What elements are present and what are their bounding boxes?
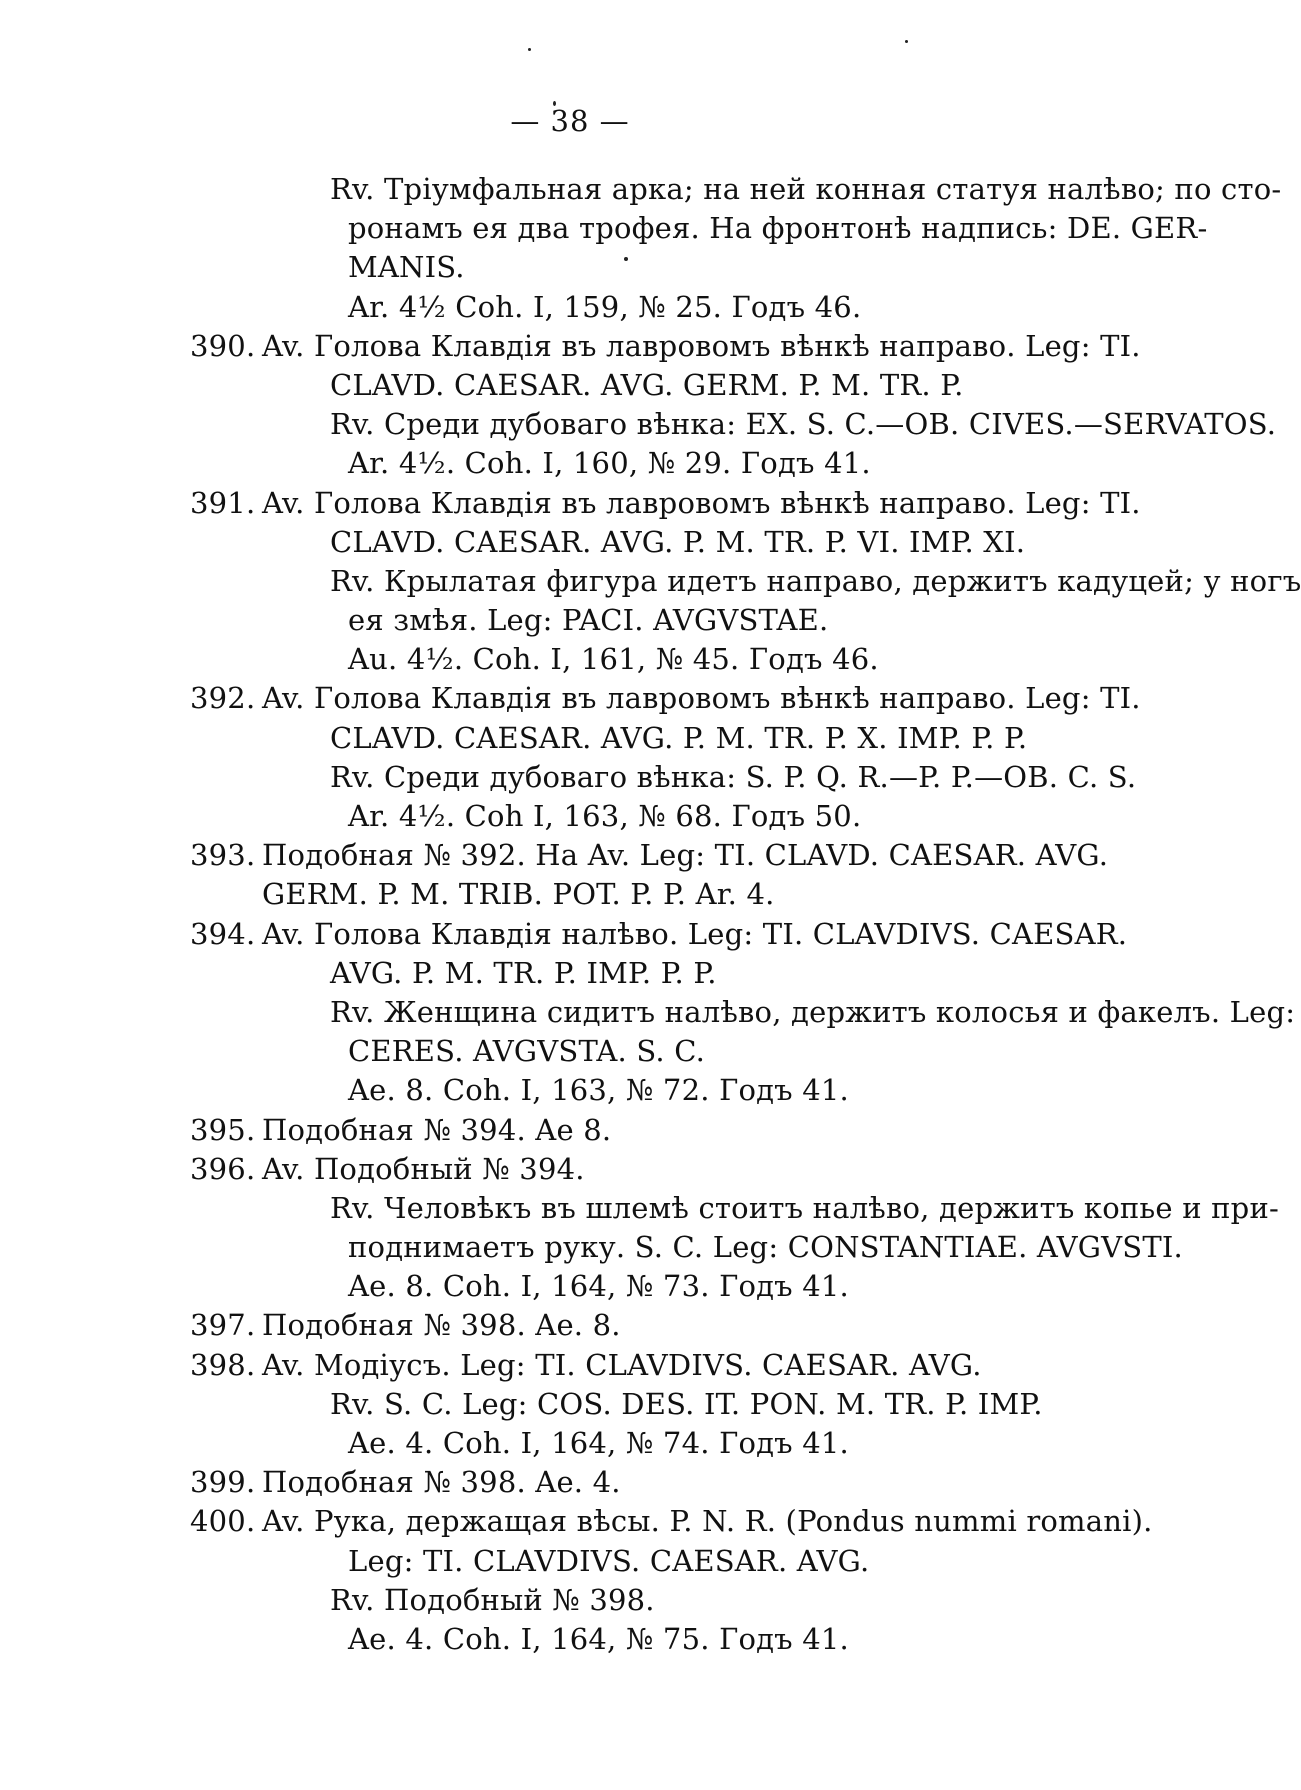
entry-first-line: [190, 1150, 1112, 1189]
entry-text: Подобная № 392. На Av. Leg: TI. CLAVD. CAESAR. AVG.: [262, 838, 1109, 873]
entry-text: GERM. P. M. TRIB. POT. P. P. Ar. 4.: [262, 877, 775, 912]
entry-text: Rv. Среди дубоваго вѣнка: EX. S. C.—OB. CIVES.—SERVATOS.: [330, 407, 1277, 442]
entry-first-line: [190, 1346, 1112, 1385]
entry-text: Rv. Подобный № 398.: [330, 1582, 655, 1617]
entry-line: [190, 248, 1112, 287]
entry-number: 392.: [190, 681, 256, 716]
entry-text: CLAVD. CAESAR. AVG. P. M. TR. P. VI. IMP. XI.: [330, 524, 1026, 559]
entry-line: [190, 405, 1277, 444]
entry-line: [190, 288, 1112, 327]
page-number: — 38 —: [510, 104, 630, 138]
entry-line: [190, 993, 1296, 1032]
entry-text: Av. Голова Клавдія въ лавровомъ вѣнкѣ направо. Leg: TI.: [262, 485, 1141, 520]
entry-text: Av. Голова Клавдія въ лавровомъ вѣнкѣ направо. Leg: TI.: [262, 328, 1141, 363]
entry-number: 393.: [190, 838, 256, 873]
entry-line: [190, 366, 1112, 405]
entry-number: 399.: [190, 1465, 256, 1500]
entry-line: [190, 562, 1301, 601]
entry-text: поднимаетъ руку. S. C. Leg: CONSTANTIAE. AVGVSTI.: [348, 1230, 1183, 1265]
entry-text: Подобная № 398. Ae. 4.: [262, 1465, 621, 1500]
entry-text: MANIS.: [348, 250, 465, 285]
entry-line: [190, 875, 1112, 914]
entry-line: [190, 523, 1112, 562]
entry-line: [190, 601, 1112, 640]
print-speck: [528, 48, 531, 51]
entry-line: [190, 640, 1112, 679]
entry-number: 391.: [190, 485, 256, 520]
entry-text: Rv. Среди дубоваго вѣнка: S. P. Q. R.—P. P.—OB. C. S.: [330, 759, 1137, 794]
catalog-entries: [190, 170, 1301, 1659]
print-speck: [905, 40, 908, 43]
entry-first-line: [190, 836, 1112, 875]
entry-line: [190, 1032, 1112, 1071]
entry-text: Rv. Тріумфальная арка; на ней конная статуя налѣво; по сто-: [330, 172, 1282, 206]
entry-text: Rv. Женщина сидитъ налѣво, держитъ колосья и факелъ. Leg:: [330, 994, 1296, 1029]
entry-first-line: [190, 484, 1141, 523]
entry-first-line: [190, 1502, 1153, 1541]
entry-text: CLAVD. CAESAR. AVG. GERM. P. M. TR. P.: [330, 367, 964, 402]
entry-text: Ae. 8. Coh. I, 164, № 73. Годъ 41.: [348, 1269, 849, 1304]
entry-first-line: [190, 1111, 1112, 1150]
entry-text: Rv. Человѣкъ въ шлемѣ стоитъ налѣво, держитъ копье и при-: [330, 1190, 1279, 1225]
entry-number: 397.: [190, 1308, 256, 1343]
entry-line: [190, 1542, 1112, 1581]
entry-first-line: [190, 1463, 1112, 1502]
entry-text: Ar. 4½. Coh I, 163, № 68. Годъ 50.: [348, 799, 862, 833]
entry-text: Av. Модіусъ. Leg: TI. CLAVDIVS. CAESAR. AVG.: [262, 1347, 982, 1382]
entry-number: 398.: [190, 1347, 256, 1382]
entry-line: [190, 209, 1208, 248]
entry-line: [190, 1424, 1112, 1463]
entry-text: Ar. 4½. Coh. I, 160, № 29. Годъ 41.: [348, 446, 871, 481]
entry-number: 400.: [190, 1504, 256, 1539]
entry-text: Av. Голова Клавдія налѣво. Leg: TI. CLAVDIVS. CAESAR.: [262, 916, 1128, 951]
entry-text: ея змѣя. Leg: PACI. AVGVSTAE.: [348, 603, 829, 638]
entry-line: [190, 1267, 1112, 1306]
entry-line: [190, 1071, 1112, 1110]
entry-text: Rv. Крылатая фигура идетъ направо, держитъ кадуцей; у ногъ: [330, 563, 1301, 598]
entry-line: [190, 1620, 1112, 1659]
entry-line: [190, 1385, 1112, 1424]
entry-text: Ae. 8. Coh. I, 163, № 72. Годъ 41.: [348, 1073, 849, 1108]
entry-text: Rv. S. C. Leg: COS. DES. IT. PON. M. TR. P. IMP.: [330, 1386, 1043, 1421]
entry-text: Подобная № 394. Ae 8.: [262, 1112, 612, 1147]
entry-number: 395.: [190, 1112, 256, 1147]
entry-first-line: [190, 915, 1128, 954]
entry-text: Av. Подобный № 394.: [262, 1151, 585, 1186]
entry-line: [190, 1581, 1112, 1620]
entry-text: Av. Голова Клавдія въ лавровомъ вѣнкѣ направо. Leg: TI.: [262, 681, 1141, 716]
entry-first-line: [190, 679, 1141, 718]
entry-line: [190, 1189, 1279, 1228]
entry-number: 390.: [190, 328, 256, 363]
entry-line: [190, 719, 1112, 758]
entry-line: [190, 1228, 1183, 1267]
entry-text: Ar. 4½ Coh. I, 159, № 25. Годъ 46.: [348, 289, 862, 324]
entry-text: Ae. 4. Coh. I, 164, № 75. Годъ 41.: [348, 1621, 849, 1656]
entry-text: Leg: TI. CLAVDIVS. CAESAR. AVG.: [348, 1543, 870, 1578]
entry-text: CLAVD. CAESAR. AVG. P. M. TR. P. X. IMP. P. P.: [330, 720, 1028, 755]
entry-text: ронамъ ея два трофея. На фронтонѣ надпись: DE. GER-: [348, 211, 1208, 246]
entry-text: Подобная № 398. Ae. 8.: [262, 1308, 621, 1343]
entry-first-line: [190, 1306, 1112, 1345]
entry-line: [190, 797, 1112, 836]
entry-number: 394.: [190, 916, 256, 951]
entry-line: [190, 444, 1112, 483]
entry-text: Av. Рука, держащая вѣсы. P. N. R. (Pondus nummi romani).: [262, 1504, 1153, 1539]
entry-text: AVG. P. M. TR. P. IMP. P. P.: [330, 955, 717, 990]
entry-text: Ae. 4. Coh. I, 164, № 74. Годъ 41.: [348, 1426, 849, 1460]
entry-number: 396.: [190, 1151, 256, 1186]
entry-line: [190, 758, 1137, 797]
entry-line: [190, 170, 1282, 209]
entry-text: CERES. AVGVSTA. S. C.: [348, 1034, 706, 1069]
entry-text: Au. 4½. Coh. I, 161, № 45. Годъ 46.: [348, 642, 879, 677]
entry-first-line: [190, 327, 1141, 366]
entry-line: [190, 954, 1112, 993]
